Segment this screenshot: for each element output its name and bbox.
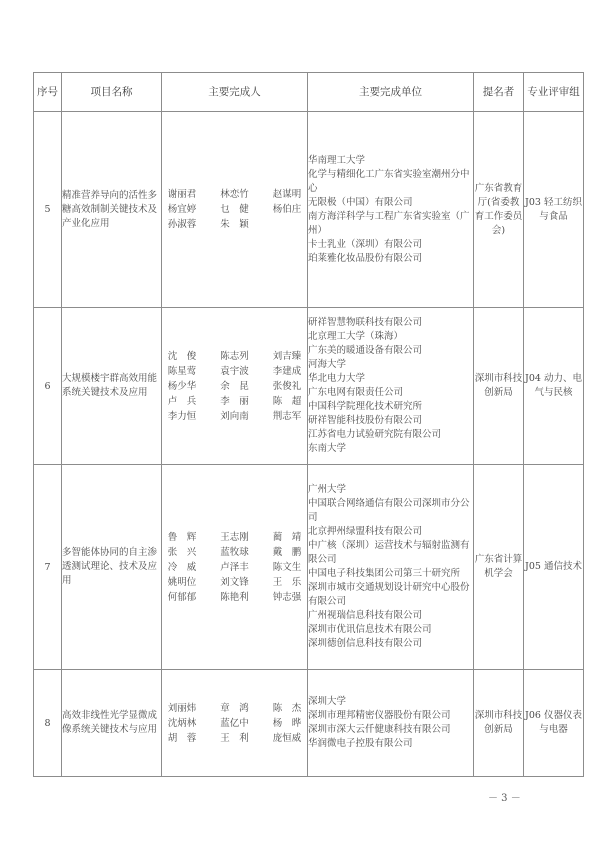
unit-name: 广州视瑞信息科技有限公司 [308, 610, 423, 621]
unit-name: 无限极（中国）有限公司 [308, 196, 413, 208]
person-name: 李 丽 [220, 395, 249, 407]
units-cell [308, 465, 474, 670]
person-name: 陈志列 [220, 350, 249, 362]
unit-name: 珀莱雅化妆品股份有限公司 [308, 252, 423, 264]
unit-name: 深圳市优讯信息技术有限公司 [308, 624, 432, 635]
people-cell [162, 112, 308, 308]
people-line [162, 394, 307, 409]
unit-name: 北京押州绿盟科技有限公司 [308, 526, 423, 537]
row-number: 6 [34, 308, 62, 465]
unit-name: 深圳市理邦精密仪器股份有限公司 [308, 710, 451, 721]
person-name: 余 昆 [220, 380, 249, 392]
person-name: 冷 威 [167, 561, 197, 573]
page-number: － 3 － [488, 793, 521, 804]
table-row [34, 465, 584, 670]
unit-name: 研祥智慧物联科技有限公司 [308, 317, 423, 328]
person-name: 沈 俊 [167, 350, 197, 362]
table-row [34, 308, 584, 465]
nominator: 深圳市科技创新局 [474, 670, 524, 777]
nominator: 广东省计算机学会 [474, 465, 524, 670]
people-line [162, 701, 307, 716]
person-name: 荆志军 [272, 410, 302, 422]
person-name: 林恋竹 [220, 189, 249, 200]
unit-name: 广州大学 [308, 484, 347, 495]
person-name: 刘文锋 [220, 576, 249, 588]
people-line [162, 545, 307, 560]
unit-name: 东南大学 [308, 443, 347, 454]
unit-name: 卡士乳业（深圳）有限公司 [308, 238, 423, 250]
unit-name: 深圳德创信息科技有限公司 [308, 638, 423, 649]
person-name: 姚明位 [167, 576, 197, 588]
unit-name: 华北电力大学 [308, 373, 366, 384]
unit-name: 中国科学院理化技术研究所 [308, 401, 423, 412]
row-number: 7 [34, 465, 62, 670]
person-name [267, 217, 307, 232]
table-header-row [34, 73, 584, 112]
unit-name: 中广核（深圳）运营技术与辐射监测有限公司 [308, 540, 470, 565]
people-line [162, 217, 307, 232]
review-group: J04 动力、电气与民核 [524, 308, 584, 465]
nominator: 深圳市科技创新局 [474, 308, 524, 465]
person-name: 朱 颖 [220, 219, 249, 230]
project-name: 多智能体协同的自主渗透测试理论、技术及应用 [62, 465, 162, 670]
person-name: 王 乐 [272, 576, 302, 588]
people-cell [162, 308, 308, 465]
header-people: 主要完成人 [162, 73, 308, 112]
person-name: 杨 晔 [272, 717, 302, 729]
person-name: 陈文生 [272, 561, 302, 573]
person-name: 张俊礼 [272, 380, 302, 392]
header-review-group: 专业评审组 [524, 73, 584, 112]
person-name: 何郁郁 [167, 591, 197, 603]
nominator: 广东省教育厅(省委教育工作委员会) [474, 112, 524, 308]
people-line [162, 731, 307, 746]
unit-name: 华南理工大学 [308, 154, 366, 166]
person-name: 卢泽丰 [220, 561, 249, 573]
unit-name: 深圳大学 [308, 696, 347, 707]
person-name: 张 兴 [167, 546, 197, 558]
person-name: 陈艳利 [220, 591, 249, 603]
unit-name: 深圳市城市交通规划设计研究中心股份有限公司 [308, 582, 470, 607]
header-units: 主要完成单位 [308, 73, 474, 112]
unit-name: 华润微电子控股有限公司 [308, 738, 413, 749]
awards-table [33, 72, 584, 777]
person-name: 王志刚 [220, 531, 249, 543]
header-seq: 序号 [34, 73, 62, 112]
people-line [162, 364, 307, 379]
row-number: 5 [34, 112, 62, 308]
units-cell [308, 308, 474, 465]
people-line [162, 349, 307, 364]
people-line [162, 409, 307, 424]
people-line [162, 560, 307, 575]
unit-name: 中国联合网络通信有限公司深圳市分公司 [308, 498, 470, 523]
person-name: 袁宇波 [220, 365, 249, 377]
person-name: 陈 杰 [272, 702, 302, 714]
person-name: 戴 鹏 [272, 546, 302, 558]
person-name: 孙淑蓉 [167, 219, 197, 230]
unit-name: 北京理工大学（珠海） [308, 331, 404, 342]
people-line [162, 575, 307, 590]
person-name: 蔺 靖 [272, 531, 302, 543]
person-name: 钟志强 [272, 591, 302, 603]
unit-name: 研祥智能科技股份有限公司 [308, 415, 423, 426]
project-name: 高效非线性光学显微成像系统关键技术与应用 [62, 670, 162, 777]
unit-name: 广东美的暖通设备有限公司 [308, 345, 423, 356]
person-name: 杨少华 [167, 380, 197, 392]
people-cell [162, 670, 308, 777]
table-row [34, 670, 584, 777]
person-name: 刘向南 [220, 410, 249, 422]
header-project-name: 项目名称 [62, 73, 162, 112]
people-cell [162, 465, 308, 670]
table-row [34, 112, 584, 308]
units-cell [308, 670, 474, 777]
people-line [162, 590, 307, 605]
person-name: 蓝牧球 [220, 546, 249, 558]
person-name: 李力恒 [167, 410, 197, 422]
person-name: 胡 蓉 [167, 732, 197, 744]
person-name: 蓝亿中 [220, 717, 249, 729]
person-name: 李建成 [272, 365, 302, 377]
unit-name: 深圳市深大云仟健康科技有限公司 [308, 724, 451, 735]
unit-name: 广东电网有限责任公司 [308, 387, 404, 398]
review-group: J03 轻工纺织与食品 [524, 112, 584, 308]
person-name: 鲁 辉 [167, 531, 197, 543]
people-line [162, 379, 307, 394]
unit-name: 南方海洋科学与工程广东省实验室（广州） [308, 210, 470, 236]
project-name: 精准营养导向的活性多糖高效制制关键技术及产业化应用 [62, 112, 162, 308]
project-name: 大规模楼宇群高效用能系统关键技术及应用 [62, 308, 162, 465]
people-line [162, 716, 307, 731]
person-name: 章 鸿 [220, 702, 249, 714]
row-number: 8 [34, 670, 62, 777]
unit-name: 化学与精细化工广东省实验室潮州分中心 [308, 168, 470, 194]
review-group: J06 仪器仪表与电器 [524, 670, 584, 777]
units-cell [308, 112, 474, 308]
unit-name: 江苏省电力试验研究院有限公司 [308, 429, 442, 440]
person-name: 沈炳林 [167, 717, 197, 729]
person-name: 陈 超 [272, 395, 302, 407]
unit-name: 河海大学 [308, 359, 347, 370]
person-name: 赵谋明 [272, 189, 302, 200]
person-name: 陈星莺 [167, 365, 197, 377]
people-line [162, 202, 307, 217]
person-name: 杨伯庄 [272, 204, 302, 215]
person-name: 乜 健 [220, 204, 249, 215]
header-nominator: 提名者 [474, 73, 524, 112]
unit-name: 中国电子科技集团公司第三十研究所 [308, 568, 461, 579]
person-name: 刘丽炜 [167, 702, 197, 714]
person-name: 庞恒威 [272, 732, 302, 744]
people-line [162, 187, 307, 202]
person-name: 谢丽君 [167, 189, 197, 200]
person-name: 刘吉臻 [272, 350, 302, 362]
person-name: 杨宜婷 [167, 204, 197, 215]
people-line [162, 530, 307, 545]
person-name: 卢 兵 [167, 395, 197, 407]
review-group: J05 通信技术 [524, 465, 584, 670]
person-name: 王 利 [220, 732, 249, 744]
